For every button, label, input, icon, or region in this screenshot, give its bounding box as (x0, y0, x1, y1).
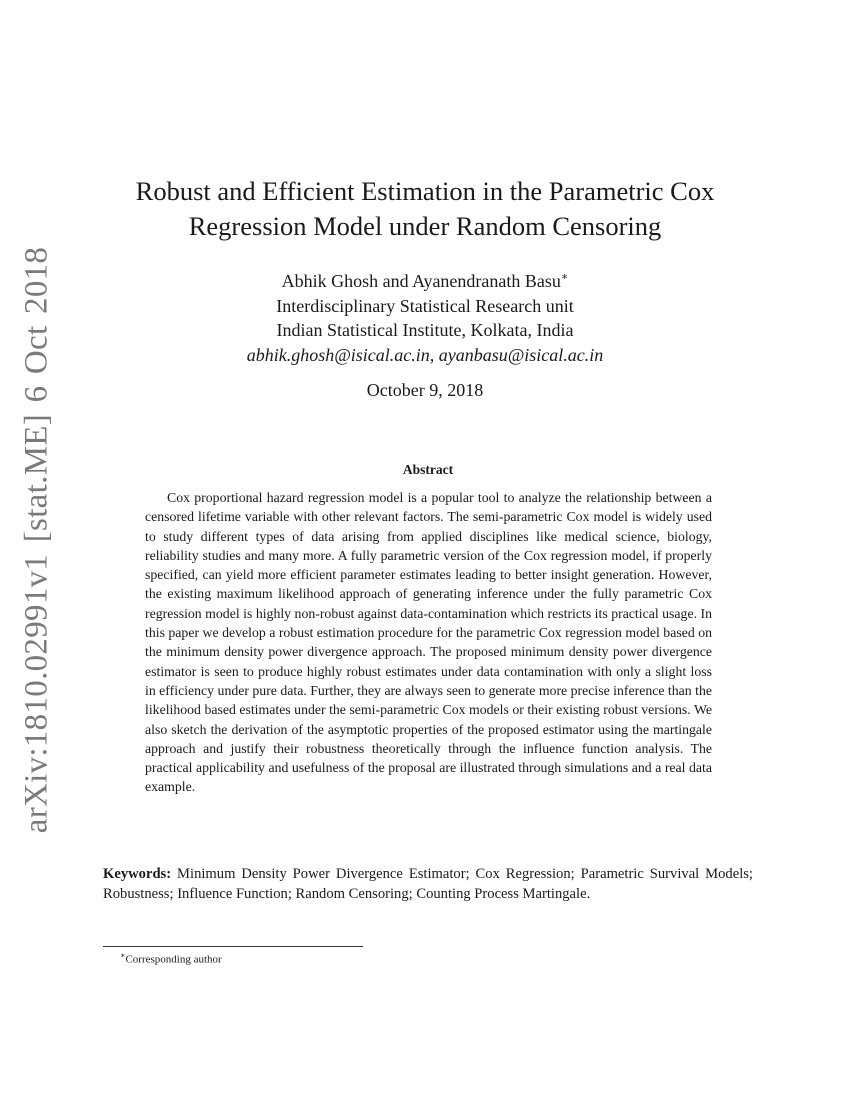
author-emails[interactable]: abhik.ghosh@isical.ac.in, ayanbasu@isical.ac.in (246, 344, 604, 365)
paper-title-line-1: Robust and Efficient Estimation in the Parametric Cox (135, 176, 715, 206)
affiliation-line-1: Interdisciplinary Statistical Research unit (276, 295, 574, 316)
keywords-paragraph (103, 864, 753, 904)
corresponding-author-mark: ∗ (560, 271, 569, 283)
abstract-body: Cox proportional hazard regression model is a popular tool to analyze the relationship between a censored lifetime variable with other relevant factors. The semi-parametric Cox model is widely used to study different types of data arising from applied disciplines like medical science, biology, reliability studies and many more. A fully parametric version of the Cox regression model, if properly specified, can yield more efficient parameter estimates leading to better insight generation. However, the existing maximum likelihood approach of generating inference under the fully parametric Cox regression model is highly non-robust against data-contamination which restricts its practical usage. In this paper we develop a robust estimation procedure for the parametric Cox regression model based on the minimum density power divergence approach. The proposed minimum density power divergence estimator is seen to produce highly robust estimates under data contamination with only a slight loss in efficiency under pure data. Further, they are always seen to generate more precise inference than the likelihood based estimates under the semi-parametric Cox models or their existing robust versions. We also sketch the derivation of the asymptotic properties of the proposed estimator using the martingale approach and justify their robustness theoretically through the influence function analysis. The practical applicability and usefulness of the proposal are illustrated through simulations and a real data example. (145, 490, 712, 795)
affiliation-line-2: Indian Statistical Institute, Kolkata, India (276, 320, 574, 340)
footnote-mark: ∗ (120, 951, 126, 960)
author-names-text: Abhik Ghosh and Ayanendranath Basu (281, 271, 561, 291)
arxiv-identifier-stamp: arXiv:1810.02991v1 [stat.ME] 6 Oct 2018 (18, 246, 55, 834)
abstract-heading: Abstract (402, 462, 454, 477)
footnote-text: Corresponding author (125, 953, 222, 966)
keywords-list: Minimum Density Power Divergence Estimator; Cox Regression; Parametric Survival Models; Robustness; Influence Function; Random Censoring; Counting Process Martingale. (103, 866, 753, 902)
footnote-divider (103, 946, 363, 947)
footnote (120, 951, 222, 966)
paper-title (0, 174, 850, 244)
author-block (0, 265, 850, 367)
keywords-label: Keywords: (103, 866, 172, 882)
paper-date: October 9, 2018 (366, 380, 484, 400)
paper-title-line-2: Regression Model under Random Censoring (188, 211, 662, 241)
author-names (0, 265, 850, 294)
